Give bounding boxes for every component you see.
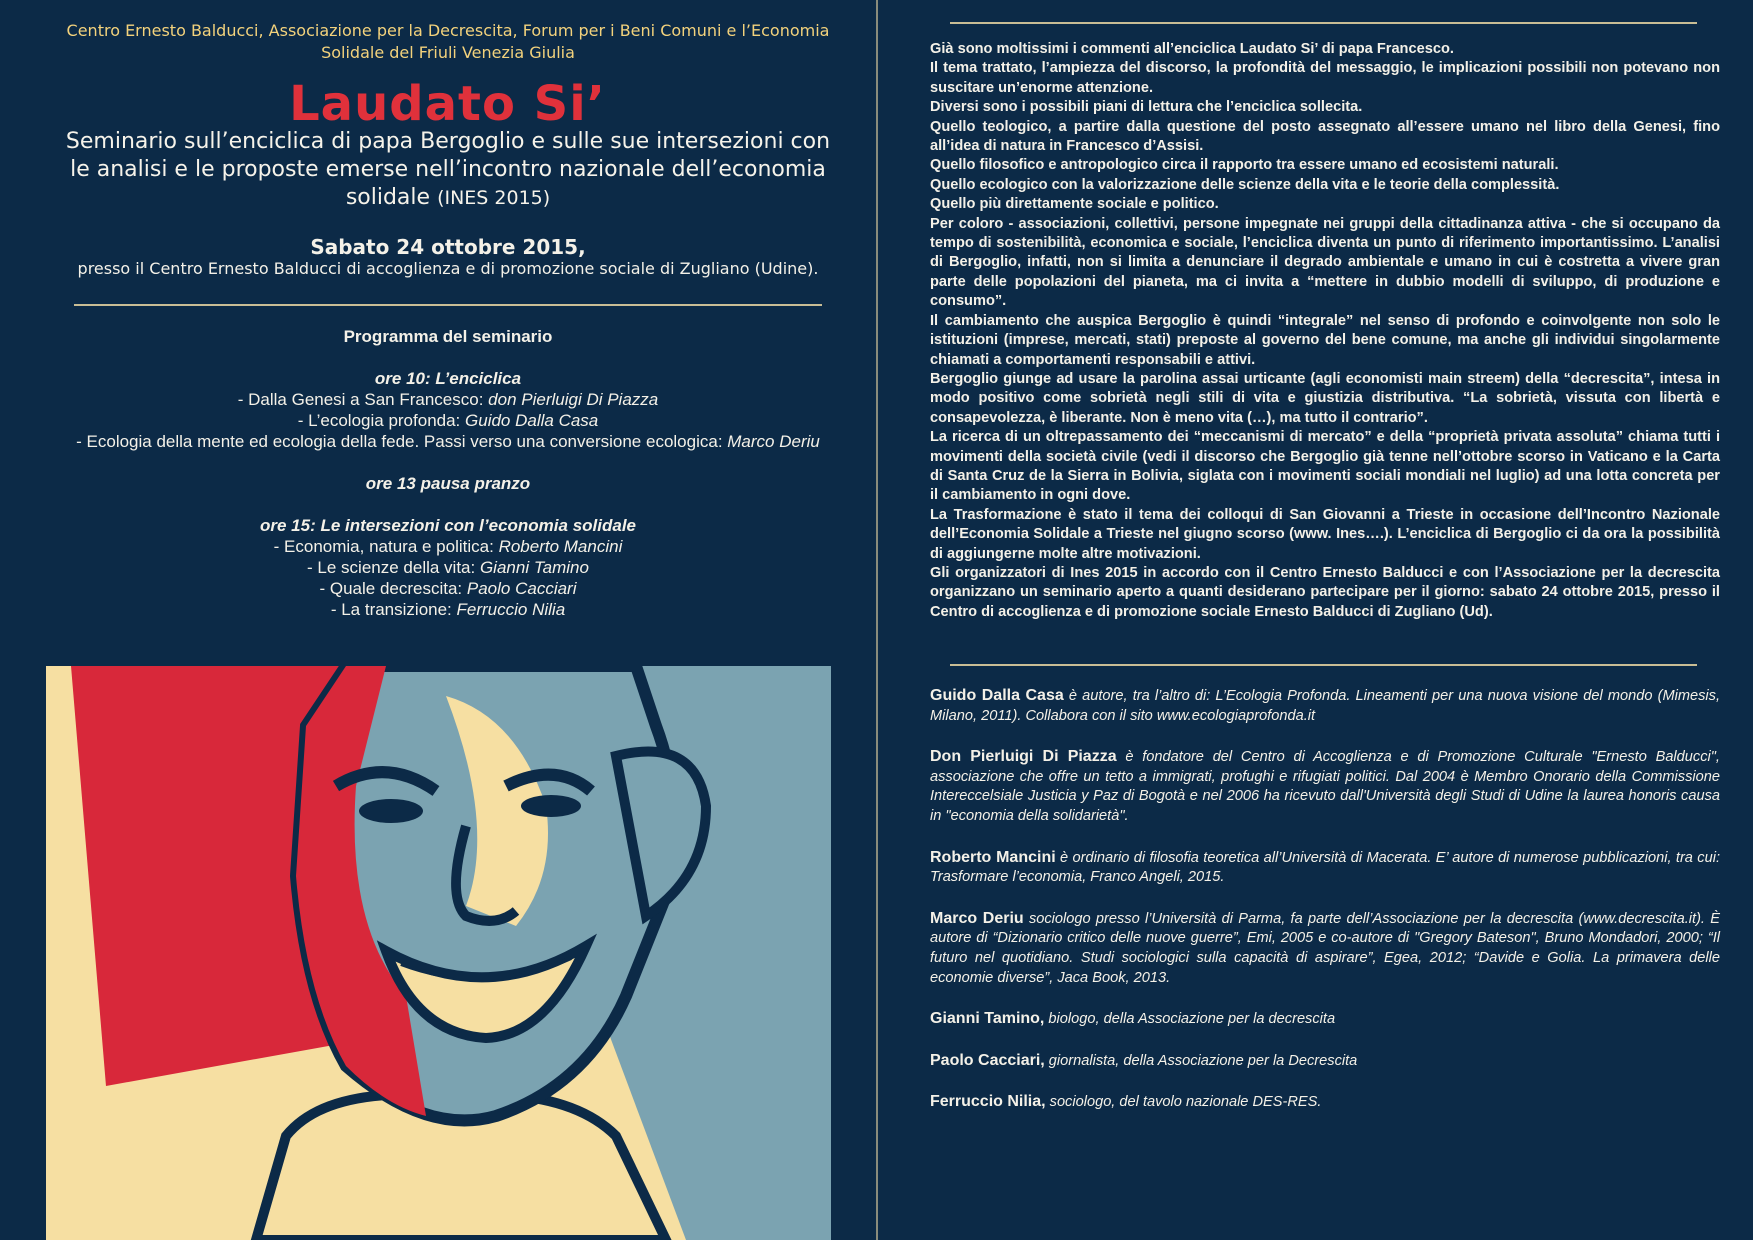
item-topic: - Economia, natura e politica: (273, 537, 499, 556)
intro-paragraph: Bergoglio giunge ad usare la parolina assai urticante (agli economisti main streem) della “decrescita”, intesa in modo positivo come sobrietà negli stili di vita e giustizia distributiva. “La sobrietà, vissuta con libertà e consapevolezza, è liberante. Non è meno vita (…), ma tutto il contrario”. (930, 370, 1720, 426)
bio-entry (930, 1009, 1720, 1030)
subtitle (60, 128, 836, 212)
event-place: presso il Centro Ernesto Balducci di accoglienza e di promozione sociale di Zugliano (Udine). (77, 259, 819, 278)
intro-paragraph: Gli organizzatori di Ines 2015 in accordo con il Centro Ernesto Balducci e con l’Associazione per la decrescita organizzano un seminario aperto a quanti desiderano partecipare per il giorno: sabato 24 ottobre 2015, presso il Centro di accoglienza e di promozione sociale Ernesto Balducci di Zugliano (Ud). (930, 564, 1720, 620)
left-page (0, 0, 876, 1240)
bio-text: sociologo presso l’Università di Parma, fa parte dell’Associazione per la decrescita (www.decrescita.it). È autore di “Dizionario critico delle nuove guerre”, Emi, 2005 e co-autore di "Gregory Bateson", Bruno Mondadori, 2000; “Il futuro nel quotidiano. Studi sociologici sulla capacità di aspirare”, Egea, 2012; “Davide e Golia. La primavera delle economie diverse”, Jaca Book, 2013. (930, 910, 1720, 986)
program-item (40, 599, 856, 620)
bio-entry (930, 747, 1720, 826)
intro-paragraph: Per coloro - associazioni, collettivi, persone impegnate nei gruppi della cittadinanza attiva - che si occupano da tempo di sostenibilità, economica e sociale, l’enciclica diventa un punto di riferimento importantissimo. L’analisi di Bergoglio, infatti, non si limita a denunciare il degrado ambientale e umano in cui è costretta a vivere gran parte delle popolazioni del pianeta, ma ci invita a “mettere in dubbio modelli di sviluppo, di produzione e consumo”. (930, 215, 1720, 310)
bio-entry (930, 909, 1720, 988)
divider (950, 664, 1697, 666)
left-eye (359, 799, 423, 823)
program-heading: Programma del seminario (343, 327, 553, 346)
bio-name: Don Pierluigi Di Piazza (930, 748, 1117, 766)
item-speaker: Gianni Tamino (479, 558, 589, 577)
item-topic: - Le scienze della vita: (307, 558, 480, 577)
intro-paragraph: Il tema trattato, l’ampiezza del discorso, la profondità del messaggio, le implicazioni possibili non potevano non suscitare un’enorme attenzione. (930, 60, 1720, 96)
bio-name: Guido Dalla Casa (930, 687, 1064, 704)
divider (74, 304, 822, 306)
item-speaker: Guido Dalla Casa (465, 411, 599, 430)
bio-text: è fondatore del Centro di Accoglienza e di Promozione Culturale "Ernesto Balducci", associazione che offre un tetto a immigrati, profughi e rifugiati politici. Dal 2004 è Membro Onorario della Commissione Intereccelsiale Justicia y Paz di Bogotà e nel 2006 ha ricevuto dall'Università degli Studi di Udine la laurea honoris causa in "economia della solidarietà". (930, 749, 1720, 824)
lunch-break: ore 13 pausa pranzo (365, 474, 531, 493)
subtitle-tag: (INES 2015) (437, 187, 551, 209)
session-title: ore 15: Le intersezioni con l’economia solidale (260, 516, 636, 535)
bio-name: Marco Deriu (930, 909, 1024, 927)
intro-paragraph: Già sono moltissimi i commenti all’enciclica Laudato Si’ di papa Francesco. (930, 41, 1454, 57)
program-item (40, 578, 856, 599)
bio-text: è ordinario di filosofia teoretica all’Università di Macerata. E’ autore di numerose pubblicazioni, tra cui: Trasformare l’economia, Franco Angeli, 2015. (930, 849, 1721, 886)
page-fold (876, 0, 878, 1240)
intro-paragraph: Quello filosofico e antropologico circa il rapporto tra essere umano ed ecosistemi naturali. (930, 157, 1559, 174)
page-title: Laudato Si’ (289, 76, 606, 132)
right-page (930, 0, 1720, 1240)
bio-text: è autore, tra l’altro di: L’Ecologia Profonda. Lineamenti per una nuova visione del mondo (Mimesis, Milano, 2011). Collabora con il sito www.ecologiaprofonda.it (930, 688, 1721, 724)
item-speaker: don Pierluigi Di Piazza (488, 390, 659, 409)
bio-name: Paolo Cacciari, (930, 1051, 1045, 1069)
session-title: ore 10: L’enciclica (374, 369, 522, 388)
program (40, 326, 856, 620)
right-eye (521, 795, 581, 817)
bio-entry (930, 686, 1720, 726)
divider (950, 22, 1697, 24)
bio-entry (930, 1092, 1720, 1113)
intro-paragraph: La Trasformazione è stato il tema dei colloqui di San Giovanni a Trieste in occasione dell’Incontro Nazionale dell’Economia Solidale a Trieste nel giugno scorso (www. Ines….). L’enciclica di Bergoglio ci da ora la possibilità di aggiungerne molte altre motivazioni. (930, 506, 1720, 562)
bio-name: Roberto Mancini (930, 848, 1056, 866)
intro-paragraph: Quello ecologico con la valorizzazione delle scienze della vita e le teorie della complessità. (930, 176, 1560, 193)
item-topic: - Quale decrescita: (319, 579, 467, 598)
portrait-illustration (46, 666, 831, 1240)
bio-entry (930, 848, 1720, 888)
subtitle-text: Seminario sull’enciclica di papa Bergoglio e sulle sue intersezioni con le analisi e le proposte emerse nell’incontro nazionale dell’economia solidale (65, 129, 831, 210)
bio-name: Gianni Tamino, (930, 1010, 1045, 1028)
program-item (40, 389, 856, 410)
pope-portrait-poster (46, 666, 831, 1240)
item-topic: - Dalla Genesi a San Francesco: (237, 390, 489, 409)
program-item (40, 410, 856, 431)
bio-entry (930, 1051, 1720, 1072)
intro-paragraph: Quello teologico, a partire dalla questione del posto assegnato all’essere umano nel libro della Genesi, fino all’idea di natura in Francesco d’Assisi. (930, 118, 1720, 155)
item-speaker: Marco Deriu (727, 432, 820, 451)
bio-text: sociologo, del tavolo nazionale DES-RES. (1045, 1094, 1322, 1111)
event-date: Sabato 24 ottobre 2015, (310, 235, 586, 259)
speaker-bios (930, 686, 1720, 1134)
item-topic: - Ecologia della mente ed ecologia della fede. Passi verso una conversione ecologica: (76, 432, 728, 451)
bio-text: biologo, della Associazione per la decrescita (1044, 1011, 1336, 1028)
program-item (40, 557, 856, 578)
organizers: Centro Ernesto Balducci, Associazione per la Decrescita, Forum per i Beni Comuni e l’Economia Solidale del Friuli Venezia Giulia (66, 21, 830, 62)
intro-paragraph: La ricerca di un oltrepassamento dei “meccanismi di mercato” e della “proprietà privata assoluta” chiama tutti i movimenti della società civile (vedi il discorso che Bergoglio già tenne nell’ottobre scorso in Vaticano e la Carta di Santa Cruz de la Sierra in Bolivia, siglata con i movimenti sociali mondiali nel luglio) ad una lotta concreta per il cambiamento in ogni dove. (930, 429, 1720, 504)
bio-text: giornalista, della Associazione per la Decrescita (1044, 1052, 1358, 1069)
item-speaker: Paolo Cacciari (466, 579, 577, 598)
item-topic: - L’ecologia profonda: (297, 411, 466, 430)
intro-paragraph: Diversi sono i possibili piani di lettura che l’enciclica sollecita. (930, 99, 1363, 116)
item-speaker: Roberto Mancini (498, 537, 623, 556)
item-speaker: Ferruccio Nilia (456, 600, 566, 619)
bio-name: Ferruccio Nilia, (930, 1093, 1046, 1111)
intro-text (930, 40, 1720, 622)
intro-paragraph: Quello più direttamente sociale e politico. (930, 196, 1219, 213)
program-item (40, 431, 856, 452)
intro-paragraph: Il cambiamento che auspica Bergoglio è quindi “integrale” nel senso di profondo e coinvolgente non solo le istituzioni (imprese, mercati, stati) preposte al governo del bene comune, ma anche gli individui singolarmente chiamati a comportamenti responsabili e attivi. (930, 312, 1720, 368)
program-item (40, 536, 856, 557)
item-topic: - La transizione: (330, 600, 457, 619)
